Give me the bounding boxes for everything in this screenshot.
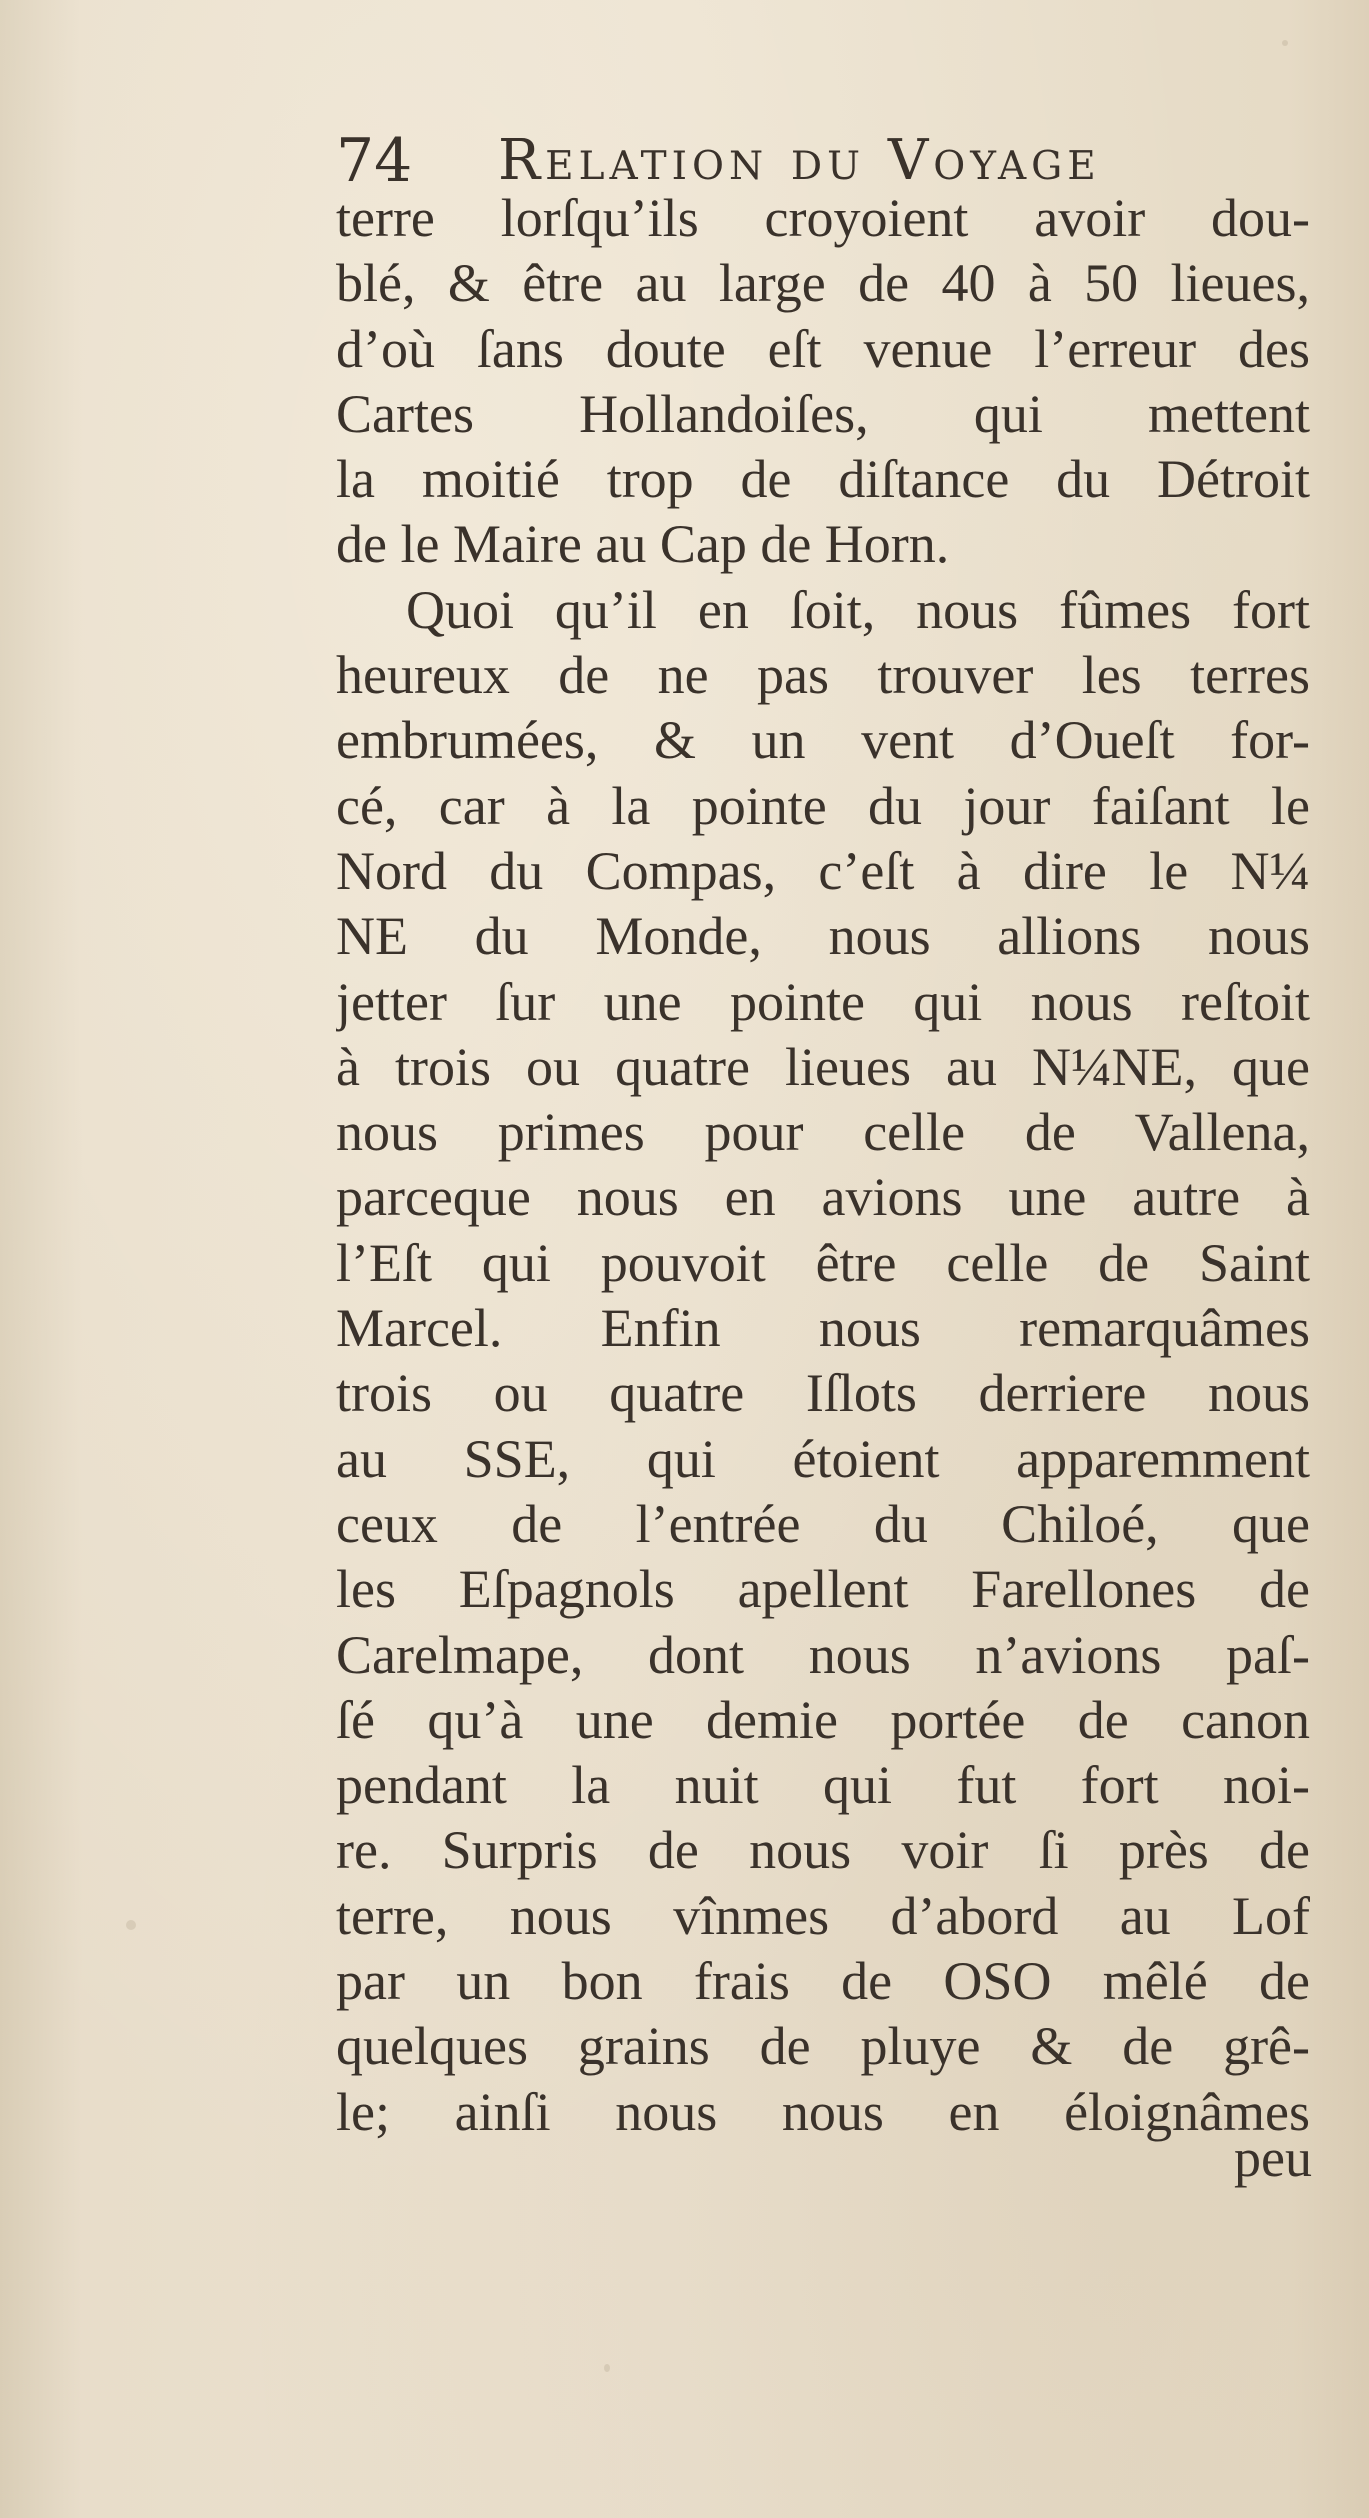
text-line: l’Eſt qui pouvoit être celle de Saint bbox=[336, 1232, 1310, 1293]
running-title: Relation du Voyage bbox=[498, 128, 1101, 193]
text-line: Nord du Compas, c’eſt à dire le N¼ bbox=[336, 840, 1310, 901]
text-line: le; ainſi nous nous en éloignâmes bbox=[336, 2081, 1310, 2142]
text-line: au SSE, qui étoient apparemment bbox=[336, 1428, 1310, 1489]
text-line: la moitié trop de diſtance du Détroit bbox=[336, 449, 1310, 510]
text-line: les Eſpagnols apellent Farellones de bbox=[336, 1559, 1310, 1620]
text-line: heureux de ne pas trouver les terres bbox=[336, 645, 1310, 706]
text-line: ſé qu’à une demie portée de canon bbox=[336, 1689, 1310, 1750]
page-number: 74 bbox=[336, 126, 413, 196]
text-line: Marcel. Enfin nous remarquâmes bbox=[336, 1298, 1310, 1359]
text-line: blé, & être au large de 40 à 50 lieues, bbox=[336, 253, 1310, 314]
paper-spot bbox=[126, 1920, 136, 1930]
text-line: ceux de l’entrée du Chiloé, que bbox=[336, 1493, 1310, 1554]
text-line: Quoi qu’il en ſoit, nous fûmes fort bbox=[406, 579, 1310, 640]
catchword: peu bbox=[1234, 2128, 1312, 2188]
text-line: NE du Monde, nous allions nous bbox=[336, 906, 1310, 967]
text-line: embrumées, & un vent d’Oueſt for- bbox=[336, 710, 1310, 771]
text-line: d’où ſans doute eſt venue l’erreur des bbox=[336, 318, 1310, 379]
text-line: Cartes Hollandoiſes, qui mettent bbox=[336, 383, 1310, 444]
text-line: quelques grains de pluye & de grê- bbox=[336, 2016, 1310, 2077]
text-line: cé, car à la pointe du jour faiſant le bbox=[336, 775, 1310, 836]
text-line: de le Maire au Cap de Horn. bbox=[336, 514, 950, 575]
text-line: trois ou quatre Iſlots derriere nous bbox=[336, 1363, 1310, 1424]
text-line: nous primes pour celle de Vallena, bbox=[336, 1102, 1310, 1163]
text-line: terre lorſqu’ils croyoient avoir dou- bbox=[336, 188, 1310, 248]
text-line: terre, nous vînmes d’abord au Lof bbox=[336, 1885, 1310, 1946]
text-line: par un bon frais de OSO mêlé de bbox=[336, 1951, 1310, 2012]
text-line: parceque nous en avions une autre à bbox=[336, 1167, 1310, 1228]
paper-spot bbox=[1282, 40, 1288, 46]
body-text bbox=[336, 186, 1310, 2145]
text-line: à trois ou quatre lieues au N¼NE, que bbox=[336, 1036, 1310, 1097]
text-line: Carelmape, dont nous n’avions paſ- bbox=[336, 1624, 1310, 1685]
text-line: re. Surpris de nous voir ſi près de bbox=[336, 1820, 1310, 1881]
text-line: pendant la nuit qui fut fort noi- bbox=[336, 1755, 1310, 1816]
paper-spot bbox=[604, 2364, 610, 2372]
text-line: jetter ſur une pointe qui nous reſtoit bbox=[336, 971, 1310, 1032]
